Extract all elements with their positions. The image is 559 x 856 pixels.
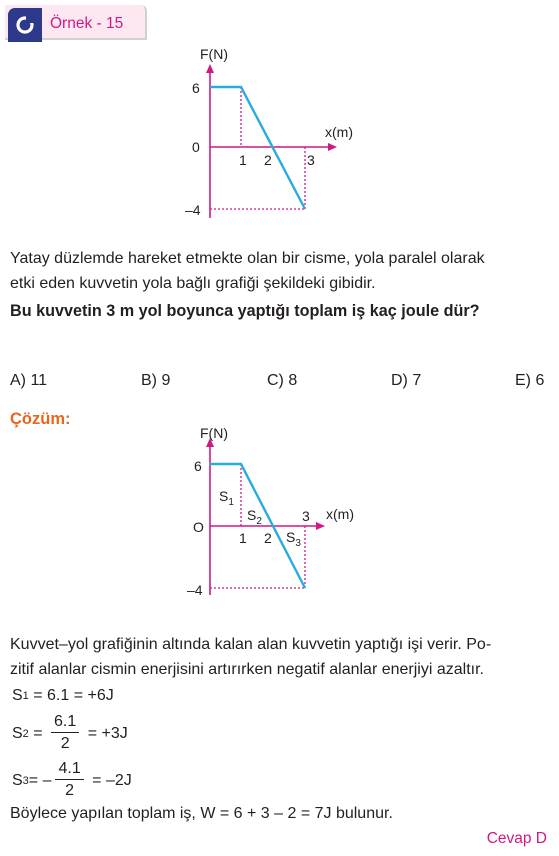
x-axis-arrow bbox=[328, 143, 337, 151]
solution-graph bbox=[0, 420, 559, 605]
force-position-graph bbox=[0, 40, 559, 225]
solution-line-1: Kuvvet–yol grafiğinin altında kalan alan kuvvetin yaptığı işi verir. Po- bbox=[10, 636, 492, 653]
y-axis-label: F(N) bbox=[200, 425, 228, 441]
problem-line-2: etki eden kuvvetin yola bağlı grafiği şekildeki gibidir. bbox=[10, 275, 376, 292]
choice-a[interactable]: A) 11 bbox=[10, 372, 48, 389]
y-tick-minus4: –4 bbox=[187, 582, 203, 598]
fraction: $\frac{4.1}{2}$ bbox=[55, 760, 83, 801]
choice-e[interactable]: E) 6 bbox=[515, 372, 545, 389]
example-label: Örnek - 15 bbox=[50, 15, 124, 32]
area-s3-label: $S_3$ bbox=[286, 529, 301, 549]
choice-d[interactable]: D) 7 bbox=[391, 372, 422, 389]
x-axis-arrow bbox=[316, 522, 325, 530]
x-tick-2: 2 bbox=[264, 530, 272, 546]
area-s2-label: $S_2$ bbox=[247, 507, 262, 527]
force-line bbox=[210, 87, 305, 209]
x-tick-2: 2 bbox=[264, 152, 272, 168]
ring-icon bbox=[8, 8, 42, 42]
y-axis-arrow bbox=[206, 64, 214, 73]
x-tick-1: 1 bbox=[239, 530, 247, 546]
choice-c[interactable]: C) 8 bbox=[267, 372, 298, 389]
choice-b[interactable]: B) 9 bbox=[141, 372, 171, 389]
x-axis-label: x(m) bbox=[326, 506, 354, 522]
total-work-text: Böylece yapılan toplam iş, W = 6 + 3 – 2 = 7J bulunur. bbox=[10, 805, 393, 822]
answer-label: Cevap D bbox=[486, 830, 547, 847]
y-axis-label: F(N) bbox=[200, 46, 228, 62]
x-tick-1: 1 bbox=[239, 152, 247, 168]
question-text: Bu kuvvetin 3 m yol boyunca yaptığı toplam iş kaç joule dür? bbox=[10, 302, 480, 320]
x-tick-3: 3 bbox=[307, 152, 315, 168]
origin-label: O bbox=[193, 519, 204, 535]
solution-heading: Çözüm: bbox=[10, 410, 71, 428]
y-tick-6: 6 bbox=[194, 458, 202, 474]
fraction: $\frac{6.1}{2}$ bbox=[51, 713, 79, 754]
example-badge bbox=[5, 5, 147, 40]
solution-line-2: zitif alanlar cismin enerjisini artırırken negatif alanlar enerjiyi azaltır. bbox=[10, 661, 484, 678]
y-tick-minus4: –4 bbox=[185, 202, 201, 218]
x-axis-label: x(m) bbox=[325, 124, 353, 140]
area-s1-label: $S_1$ bbox=[219, 488, 234, 508]
y-tick-6: 6 bbox=[192, 80, 200, 96]
equation-s2: S 2 = $\frac{6.1}{2}$ = +3J bbox=[12, 713, 128, 752]
equation-s1: S 1 = 6.1 = +6J bbox=[12, 687, 114, 704]
problem-line-1: Yatay düzlemde hareket etmekte olan bir cisme, yola paralel olarak bbox=[10, 250, 485, 267]
x-tick-3: 3 bbox=[302, 508, 310, 524]
equation-s3: S 3 = – $\frac{4.1}{2}$ = –2J bbox=[12, 760, 132, 799]
y-tick-0: 0 bbox=[192, 139, 200, 155]
